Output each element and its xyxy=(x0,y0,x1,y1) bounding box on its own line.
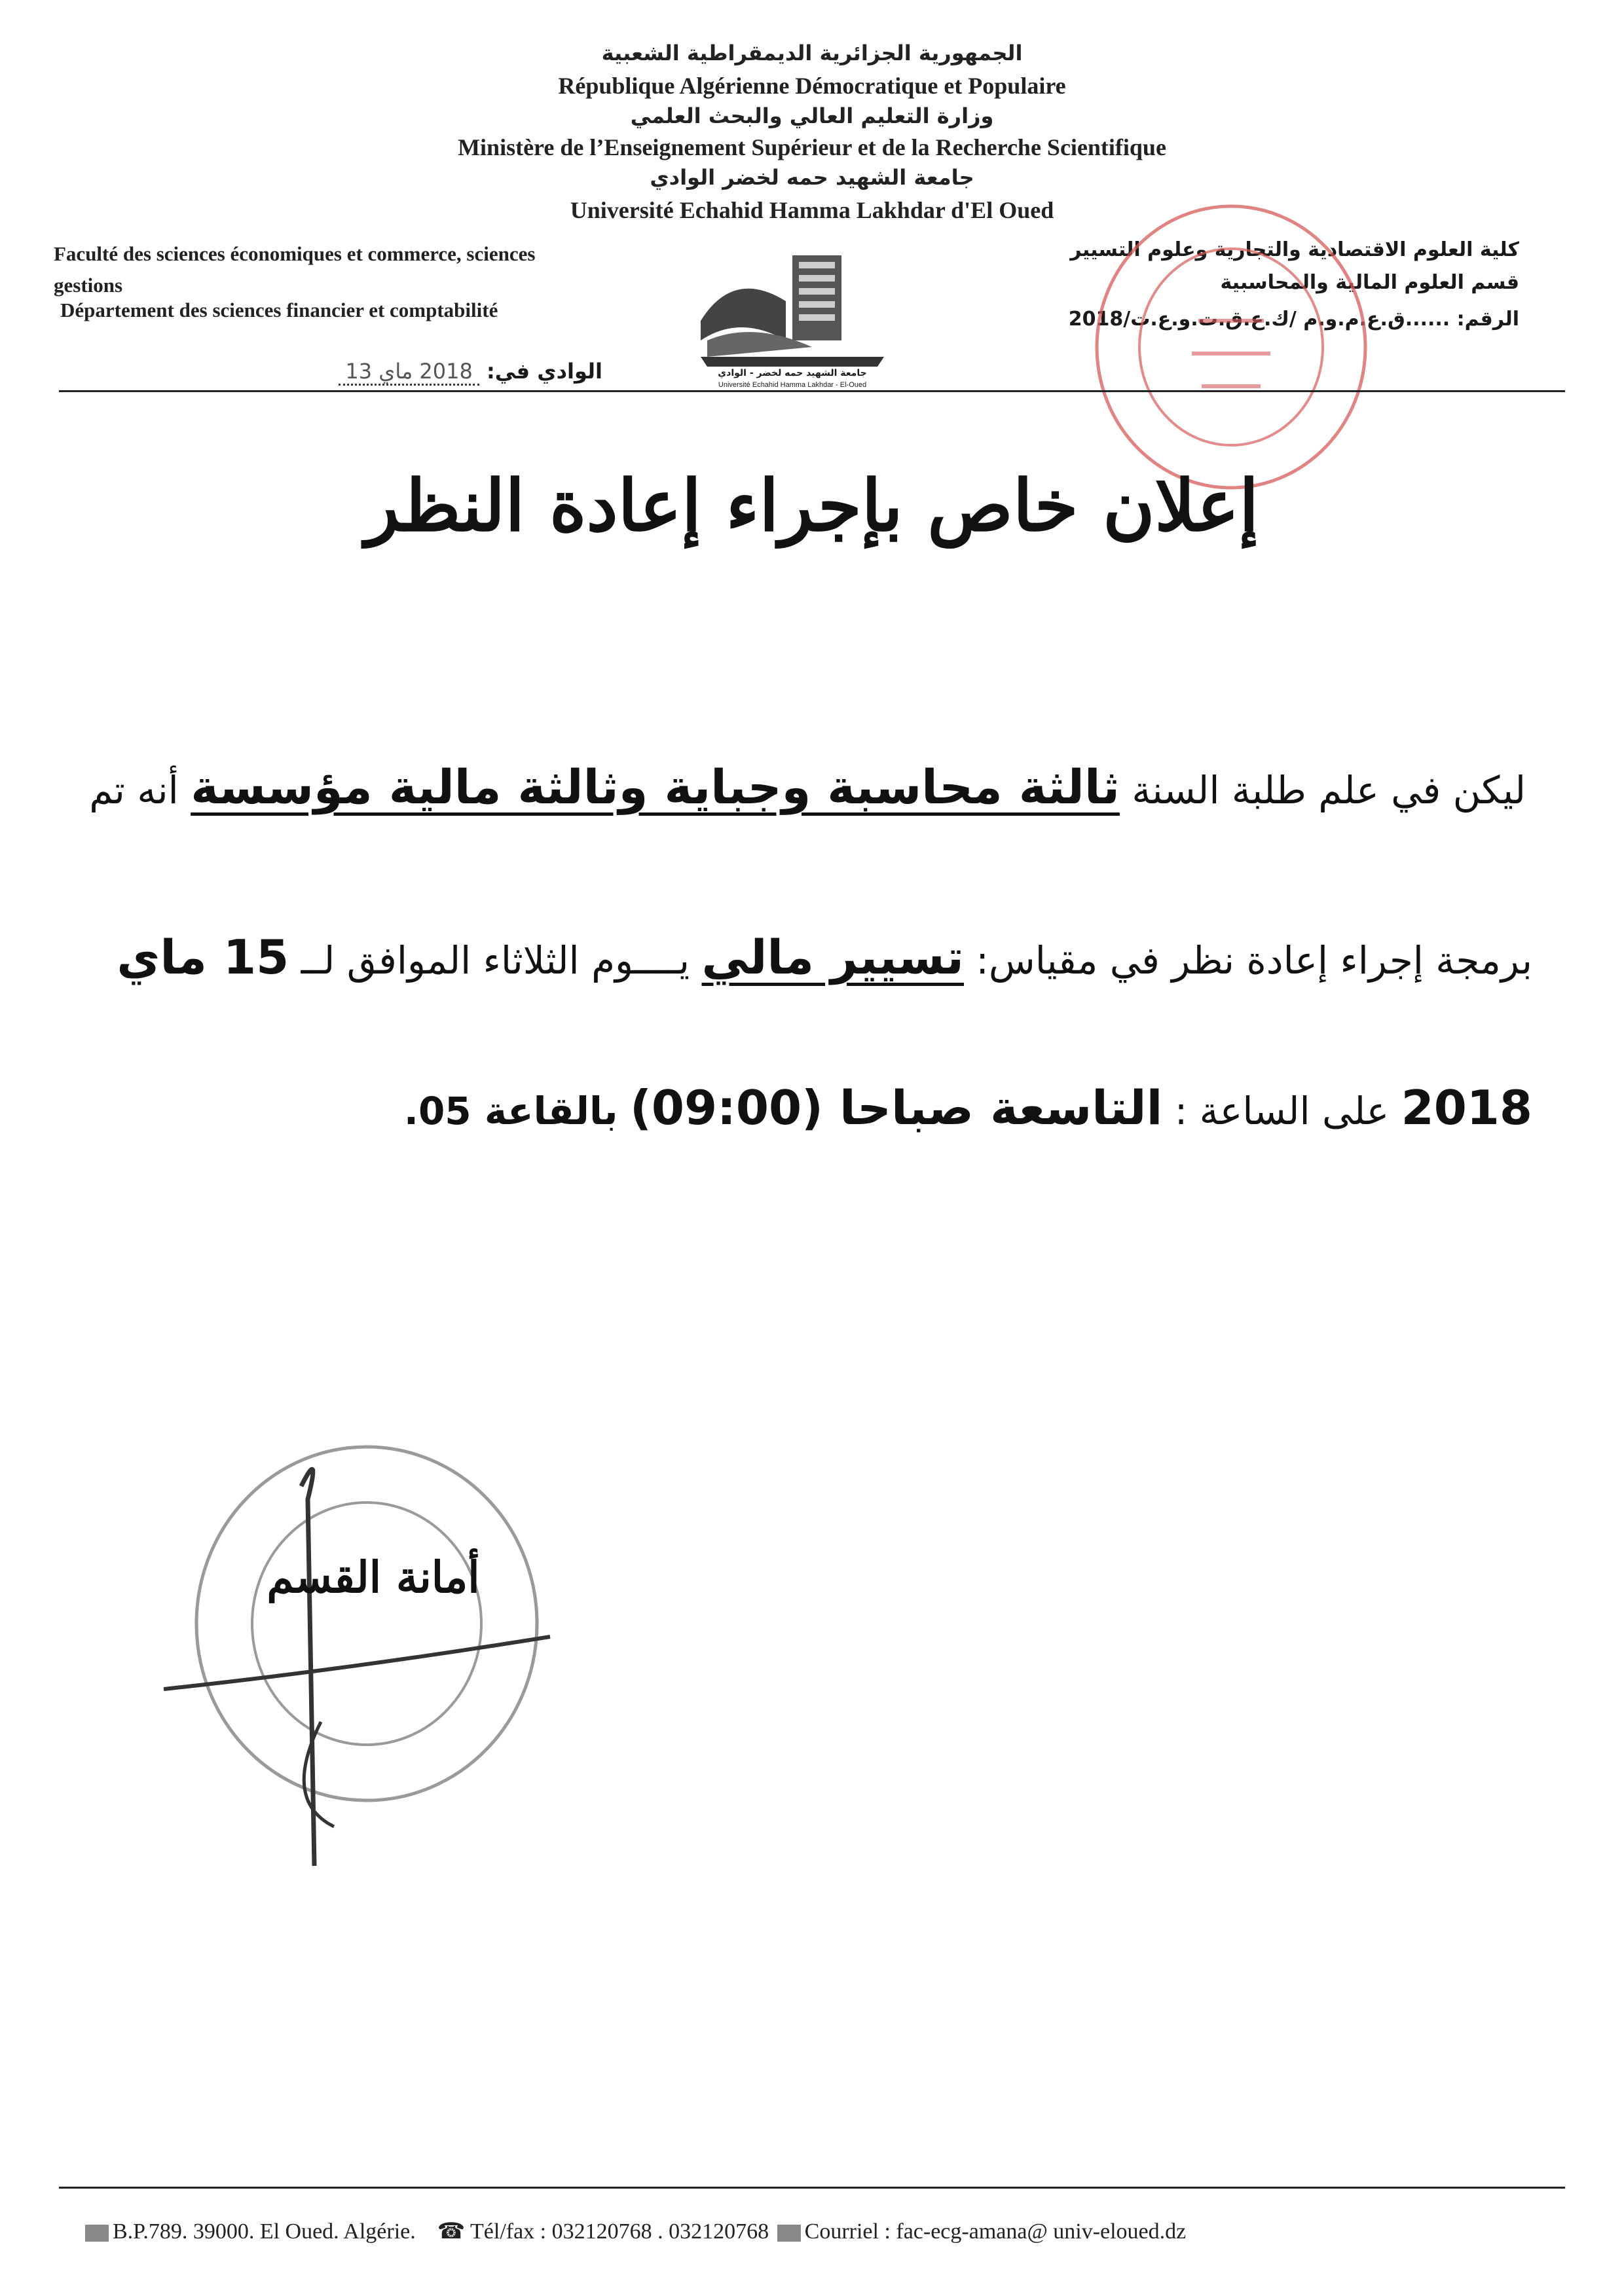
phone-icon: ☎ xyxy=(437,2218,466,2244)
university-fr: Université Echahid Hamma Lakhdar d'El Oued xyxy=(570,197,1054,223)
date-value: 2018 ماي 13 xyxy=(339,359,479,386)
mailbox-icon xyxy=(85,2225,109,2242)
body-line-1 xyxy=(46,759,1526,814)
footer-email: Courriel : fac-ecg-amana@ univ-eloued.dz xyxy=(804,2219,1187,2244)
announcement-title: إعلان خاص بإجراء إعادة النظر xyxy=(365,465,1259,547)
ministry-fr: Ministère de l’Enseignement Supérieur et de la Recherche Scientifique xyxy=(458,134,1166,160)
logo-caption-fr: Université Echahid Hamma Lakhdar - El-Oued xyxy=(718,381,867,389)
reference-value: ......ق.ع.م.و.م /ك.ع.ق.ت.و.ع.ت/2018 xyxy=(1068,308,1450,331)
header-divider xyxy=(59,390,1565,392)
time-label: على الساعة : xyxy=(1174,1089,1390,1133)
exam-room: بالقاعة 05. xyxy=(403,1089,618,1133)
department-ar: قسم العلوم المالية والمحاسبية xyxy=(1220,271,1519,294)
logo-caption-ar: جامعة الشهيد حمه لخضر - الوادي xyxy=(718,368,867,378)
exam-year: 2018 xyxy=(1401,1080,1532,1135)
faculty-ar: كلية العلوم الاقتصادية والتجارية وعلوم التسيير xyxy=(1070,238,1519,261)
signature-label: أمانة القسم xyxy=(267,1552,480,1603)
faculty-fr: Faculté des sciences économiques et commerce, sciences xyxy=(54,242,536,265)
ministry-ar: وزارة التعليم العالي والبحث العلمي xyxy=(630,103,994,128)
footer-address: B.P.789. 39000. El Oued. Algérie. xyxy=(113,2219,416,2244)
module-name: تسيير مالي xyxy=(701,930,964,985)
republic-fr: République Algérienne Démocratique et Populaire xyxy=(558,73,1066,99)
body-line-3 xyxy=(46,1080,1532,1135)
body-line-1-intro: ليكن في علم طلبة السنة xyxy=(1132,768,1526,812)
body-line-1-levels: ثالثة محاسبة وجباية وثالثة مالية مؤسسة xyxy=(191,759,1120,814)
footer-phone: Tél/fax : 032120768 . 032120768 xyxy=(470,2219,769,2244)
email-icon xyxy=(777,2225,801,2242)
body-line-1-end: أنه تم xyxy=(89,768,179,812)
footer-divider xyxy=(59,2187,1565,2189)
department-stamp xyxy=(151,1408,570,1879)
exam-time: التاسعة صباحا (09:00) xyxy=(629,1080,1163,1135)
date-line xyxy=(196,359,602,384)
faculty-fr-cont: gestions xyxy=(54,274,123,297)
university-logo xyxy=(694,242,891,393)
body-line-2-intro: برمجة إجراء إعادة نظر في مقياس: xyxy=(976,938,1532,983)
footer-contact xyxy=(85,2218,1186,2244)
reference-label: الرقم: xyxy=(1456,308,1519,331)
department-fr: Département des sciences financier et comptabilité xyxy=(60,299,498,321)
republic-ar: الجمهورية الجزائرية الديمقراطية الشعبية xyxy=(601,41,1023,65)
body-line-2 xyxy=(46,930,1532,985)
university-ar: جامعة الشهيد حمه لخضر الوادي xyxy=(650,165,974,190)
faculty-stamp xyxy=(1087,196,1375,498)
body-line-2-day: يــــوم الثلاثاء الموافق لــ xyxy=(301,938,690,983)
exam-date: 15 ماي xyxy=(117,930,289,985)
date-label: الوادي في: xyxy=(486,359,602,384)
